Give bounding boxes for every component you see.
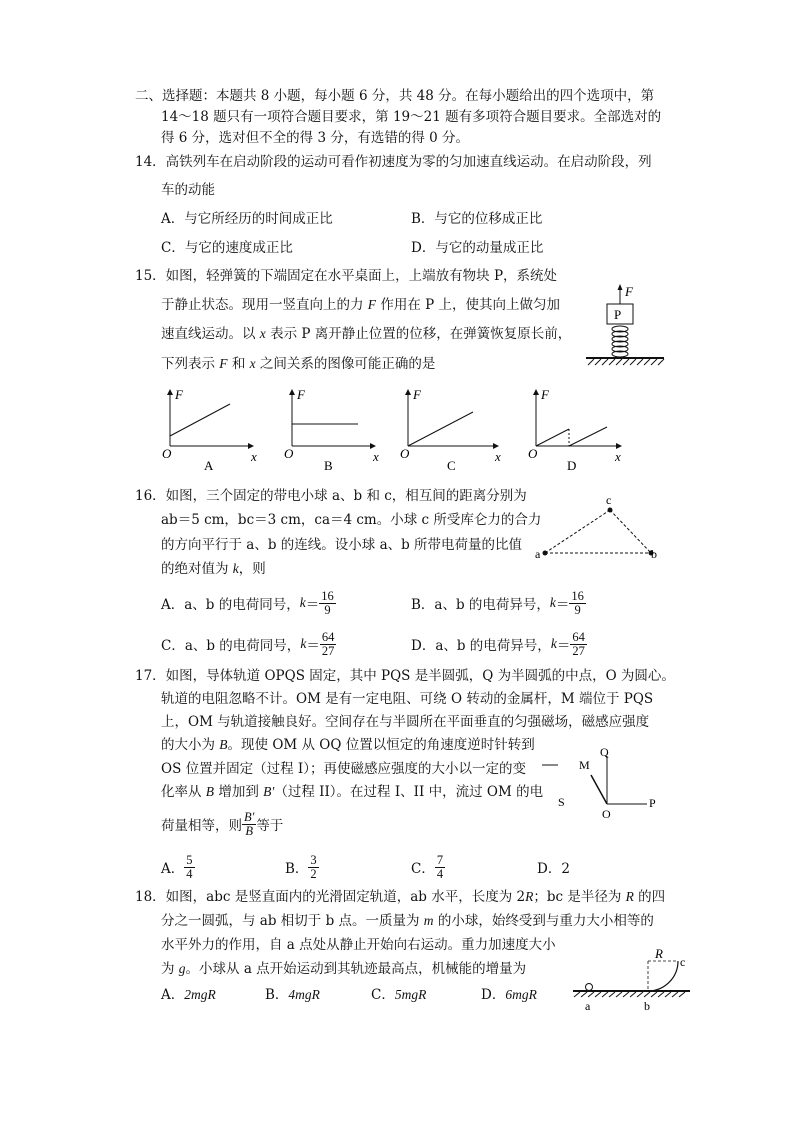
graph-label-b: B: [324, 458, 333, 473]
q16-option-b: B．a、b 的电荷异号， k ＝ $\frac{16}{9}$: [411, 588, 584, 617]
q16-option-c: C．a、b 的电荷同号， k ＝ $\frac{64}{27}$: [161, 629, 335, 658]
charge-a: [543, 551, 548, 556]
svg-text:P: P: [649, 796, 656, 810]
svg-text:F: F: [413, 387, 421, 402]
q17-stem-line3: 上，OM 与轨道接触良好。空间存在与半圆所在平面垂直的匀强磁场，磁感应强度: [161, 714, 650, 730]
q18-option-c: C．5mgR: [371, 987, 427, 1003]
svg-text:O: O: [602, 807, 611, 821]
section-header-line1: 二、选择题：本题共 8 小题，每小题 6 分，共 48 分。在每小题给出的四个选项中，第: [135, 88, 655, 104]
svg-text:a: a: [535, 547, 541, 561]
svg-text:M: M: [579, 758, 590, 772]
svg-text:O: O: [528, 446, 538, 461]
q15-stem-line2: 于静止状态。现用一竖直向上的力 F 作用在 P 上，使其向上做匀加: [161, 297, 561, 313]
svg-text:O: O: [162, 446, 172, 461]
q17-stem-line6: 化率从 B 增加到 B′（过程 II）。在过程 I、II 中，流过 OM 的电: [161, 784, 544, 800]
ball: [586, 984, 593, 991]
q18-stem-line1: 18．如图，abc 是竖直面内的光滑固定轨道，ab 水平，长度为 2R；bc 是半径为 R 的四: [135, 889, 666, 905]
force-label: F: [625, 284, 633, 299]
q14-stem-line1: 14．高铁列车在启动阶段的运动可看作初速度为零的匀加速直线运动。在启动阶段，列: [135, 154, 652, 170]
graph-label-c: C: [447, 458, 456, 473]
charge-c: [608, 508, 613, 513]
q18-stem-line2: 分之一圆弧，与 ab 相切于 b 点。一质量为 m 的小球，始终受到与重力大小相等的: [161, 913, 654, 929]
q14-option-b: B．与它的位移成正比: [411, 211, 543, 227]
ground-hatch: [574, 992, 685, 997]
table-hatch: [588, 359, 664, 365]
q16-stem-line4: 的绝对值为 k，则: [161, 561, 266, 577]
graph-d: [528, 387, 621, 473]
svg-text:Q: Q: [600, 745, 609, 759]
q16-stem-line2: ab＝5 cm，bc＝3 cm，ca＝4 cm。小球 c 所受库仑力的合力: [161, 512, 542, 528]
q14-option-c: C．与它的速度成正比: [161, 240, 293, 256]
q17-stem-line5: OS 位置并固定（过程 I）；再使磁感应强度的大小以一定的变: [161, 761, 526, 777]
q16-stem-line1: 16．如图，三个固定的带电小球 a、b 和 c，相互间的距离分别为: [135, 488, 527, 504]
spring-block-figure: [578, 282, 668, 372]
q15-stem-line3: 速直线运动。以 x 表示 P 离开静止位置的位移，在弹簧恢复原长前，: [161, 326, 572, 342]
track-abc-figure: [570, 944, 692, 1016]
graph-label-a: A: [204, 458, 214, 473]
q17-option-d: D．2: [537, 861, 570, 877]
q14-stem-line2: 车的动能: [161, 182, 215, 198]
svg-text:x: x: [495, 449, 501, 464]
svg-text:a: a: [585, 999, 591, 1013]
section-header-line2: 14～18 题只有一项符合题目要求，第 19～21 题有多项符合题目要求。全部选对的: [161, 109, 662, 125]
q18-option-b: B．4mgR: [265, 987, 320, 1003]
svg-text:x: x: [373, 449, 379, 464]
section-header-line3: 得 6 分，选对但不全的得 3 分，有选错的得 0 分。: [161, 130, 470, 146]
rod-om: [591, 775, 607, 804]
q18-stem-line3: 水平外力的作用，自 a 点处从静止开始向右运动。重力加速度大小: [161, 937, 556, 953]
q17-stem-line4: 的大小为 B。现使 OM 从 OQ 位置以恒定的角速度逆时针转到: [161, 737, 535, 753]
q14-option-a: A．与它所经历的时间成正比: [161, 211, 333, 227]
q18-option-d: D．6mgR: [481, 987, 537, 1003]
q18-option-a: A．2mgR: [161, 987, 216, 1003]
q17-option-c: C． $\frac{7}{4}$: [411, 852, 444, 881]
svg-text:x: x: [615, 449, 621, 464]
svg-text:c: c: [680, 955, 686, 969]
q17-option-a: A． $\frac{5}{4}$: [161, 852, 193, 881]
svg-text:F: F: [541, 387, 549, 402]
q17-stem-line1: 17．如图，导体轨道 OPQS 固定，其中 PQS 是半圆弧，Q 为半圆弧的中点，O 为圆心。: [135, 668, 675, 684]
graph-c: [400, 387, 501, 473]
svg-text:c: c: [606, 493, 612, 507]
q17-option-b: B． $\frac{3}{2}$: [285, 852, 317, 881]
graph-a: [162, 387, 257, 473]
q17-stem-line7: 荷量相等，则 $\frac{B'}{B}$ 等于: [161, 809, 284, 838]
q15-stem-line4: 下列表示 F 和 x 之间关系的图像可能正确的是: [161, 356, 436, 372]
svg-text:F: F: [297, 387, 305, 402]
svg-text:b: b: [651, 547, 657, 561]
svg-text:F: F: [175, 387, 183, 402]
svg-text:b: b: [644, 999, 650, 1013]
svg-text:R: R: [655, 946, 663, 961]
q15-graphs: [155, 386, 635, 476]
svg-text:O: O: [284, 446, 294, 461]
q18-stem-line4: 为 g。小球从 a 点开始运动到其轨迹最高点，机械能的增量为: [161, 961, 527, 977]
q14-option-d: D．与它的动量成正比: [411, 240, 544, 256]
q16-stem-line3: 的方向平行于 a、b 的连线。设小球 a、b 所带电荷量的比值: [161, 537, 523, 553]
svg-text:O: O: [400, 446, 410, 461]
spring: [612, 326, 628, 357]
rail-rod-figure: [538, 744, 668, 824]
svg-text:S: S: [558, 795, 565, 809]
graph-b: [284, 387, 379, 473]
block-label: P: [614, 307, 622, 322]
charges-triangle-figure: [532, 492, 662, 564]
q15-stem-line1: 15．如图，轻弹簧的下端固定在水平桌面上，上端放有物块 P，系统处: [135, 268, 558, 284]
q16-option-d: D．a、b 的电荷异号， k ＝ $\frac{64}{27}$: [411, 629, 585, 658]
q16-option-a: A．a、b 的电荷同号， k ＝ $\frac{16}{9}$: [161, 588, 334, 617]
q17-stem-line2: 轨道的电阻忽略不计。OM 是有一定电阻、可绕 O 转动的金属杆，M 端位于 PQS: [161, 691, 654, 707]
graph-label-d: D: [567, 458, 577, 473]
arc-bc: [648, 961, 678, 991]
svg-text:x: x: [251, 449, 257, 464]
